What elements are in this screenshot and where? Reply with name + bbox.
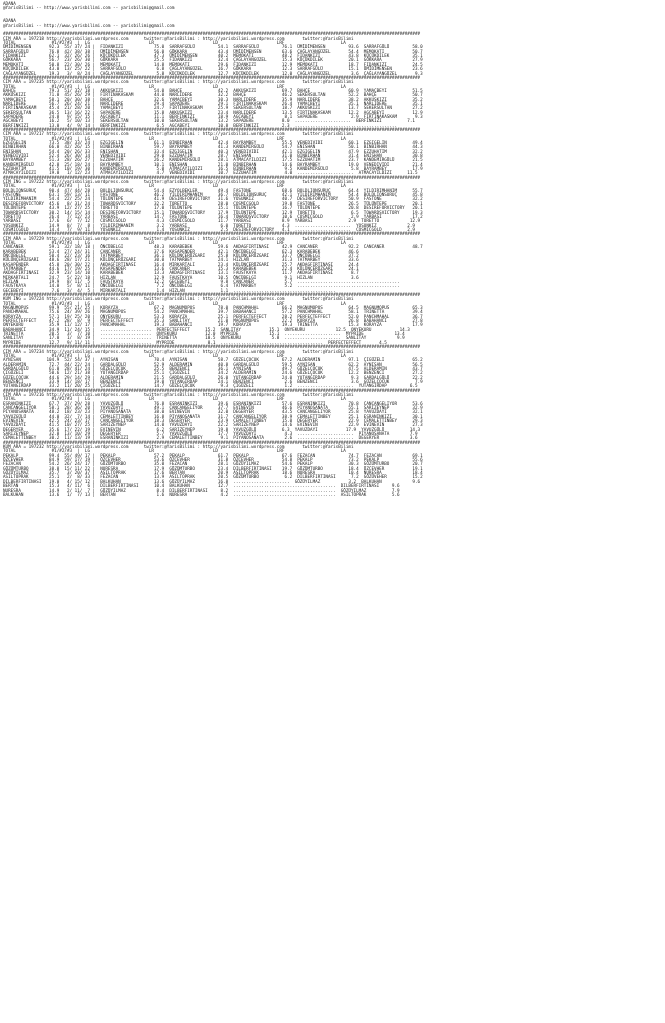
- document-body: [0, 0, 665, 498]
- text-line: CIM ARA = 197229 http://yarisbilimi.wordpress.com twitter:@YarisBilimi : http://yarisbilimi.wordpress.com twitter:@YarisBilimi: [3, 236, 354, 242]
- text-line: ÖNCÜBELGI 50.4 22/ 23/ 16 | TATMARBEY 36.1 KÜLÜNÇERÜZGARI 25.8 KÜLÜNÇERÜZGARI 33.7 ÖNCÜBELGI 37.2: [3, 253, 359, 259]
- text-line: YUTANGIRDAP 33.2 11/ 20/ 25 | ÇIGÜZELI 14.7 GÜZELÇOCUK 9.3 ÇIGÜZELI 1.2 ...................... YUTANGIRDAP 6.5: [3, 384, 418, 390]
- text-line: ###################################################################################################################################################################: [3, 440, 421, 446]
- text-line: NURESRA 14.9 2/ 11/ 7 | GÖZÜYILMAZ 8.4 DILBERFIRTINASI 8.2 ........................................ GÖZÜYILMAZ 7.9: [3, 488, 400, 494]
- text-line: BERFINKIZI 13.0 4/ 9/ 14 | BERFINKIZI 6.5 AGCABEYI 10.8 BERFINKIZI 2.3 ........................................: [3, 123, 398, 129]
- text-line: TOTAL #1/#2/#3 | LG LR LD LRF LA: [3, 397, 346, 403]
- text-line: MYPRIDE 12.7 9/ 11/ 11 | .................... MYPRIDE 8.1 ........................................ PERFECTEFFECT 4.5: [3, 340, 387, 346]
- text-line: VENEDIVIDI 52.4 26/ 30/ 14 | VENEDIVIDI 29.0 EZZUHATIM 28.7 ENISHAN 31.0 BINBIRHAN 31.4 ENISHAN 30.8: [3, 154, 423, 160]
- text-line: CIM ARA = 197216 http://yarisbilimi.wordpress.com twitter:@YarisBilimi : http://yarisbilimi.wordpress.com twitter:@YarisBilimi: [3, 392, 354, 398]
- text-line: ENISHAN 54.4 20/ 26/ 33 | ENISHAN 33.4 EZGIGELIN 40.3 VENEDIVIDI 42.1 EZGIGELIN 47.9 EZZUHATIM 32.2: [3, 149, 423, 155]
- text-line: PIYANOSANATA 48.2 18/ 23/ 23 | PIYANOSANATA 38.0 EVINEVIN 32.0 DEGERYER 43.5 CANCANGELIYOR 25.8 YAVUZDAYI 32.1: [3, 410, 423, 416]
- text-line: ONYEKURU 35.9 11/ 12/ 17 | PANCHMAHAL 19.3 BABAHANCI 19.7 KORAYZA 19.3 TRINETTA 15.3 KORAYZA 17.9: [3, 323, 423, 329]
- text-line: BAYRAMBEY 51.3 28/ 26/ 27 | EZZUHATIM 26.2 KANDEMIRGÜLÜ 28.1 ATMACAYILDIZI 17.5 EZZUHATIM 23.7 KANDEMIRGÜLÜ 21.5: [3, 158, 423, 164]
- text-line: DESIREFORVICTORY 45.6 8/ 31/ 24 | TOWARDSVICTORY 32.2 TORETTO 28.0 COSMICGOLD 19.8 FASTONE 26.5 TÜLÜNTEPE 20.1: [3, 201, 423, 207]
- text-line: TOTAL #1/#2/#3 | LG LR LD LRF LA: [3, 240, 346, 246]
- text-line: BINBIRHAN 66.0 42/ 26/ 15 | BINBIRHAN 59.7 BAYRAMBEY 41.3 KANDEMIRGÜLÜ 54.7 ENISHAN 50.1 BINBIRHAN 44.3: [3, 145, 423, 151]
- text-line: ###################################################################################################################################################################: [3, 32, 421, 38]
- text-line: KANDEMIRGÜLÜ 42.8 25/ 18/ 24 | BAYRAMBEY 10.1 ENISHAN 21.0 BINBIRHAN 14.6 BAYRAMBEY 19.0 VENEDIVIDI 21.4: [3, 162, 423, 168]
- text-line: CIM ARA = 197218 http://yarisbilimi.wordpress.com twitter:@YarisBilimi : http://yarisbilimi.wordpress.com twitter:@YarisBilimi: [3, 36, 354, 42]
- text-line: COSMICGOLD 14.4 7/ 9/ 11 | YOSUNKIZ 1.4 YOSUNKIZ 2.5 DESIREFORVICTORY 4.1 ...................... COSMICGOLD 2.9: [3, 227, 415, 233]
- text-line: GÖZÜMTURBO 38.8 15/ 11/ 22 | NURESRA 17.9 GÖZÜMTURBO 23.4 DILBERFIRTINASI 19.7 GÖZÜMTURBO 18.4 ÖZCEVHER 19.1: [3, 466, 423, 472]
- text-line: TOTAL #1/#2/#3 | LG LR LD LRF LA: [3, 184, 346, 190]
- text-line: MAGNUMOPUS 99.9 55/ 21/ 25 | KORAYZA 67.2 MAGNUMOPUS 78.0 PANCHMAHAL 66.2 MAGNUMOPUS 64.5 MAGNUMOPUS 65.3: [3, 306, 423, 312]
- text-line: CANCANER 59.1 32/ 18/ 18 | ÖNCÜBELGI 48.3 KARABEBEK 59.6 AKDAGFIRTINASI 42.9 CANCANER 92.2 CANCANER 48.7: [3, 245, 423, 251]
- text-line: ÖZCEVHER 84.9 59/ 17/ 19 | ÖZCEVHER 53.6 ÖZCEVHER 31.8 ÖZCEVHER 54.8 PEKALP 73.2 PEKALP 55.6: [3, 458, 423, 464]
- text-line: AGCABEYI 16.2 5/ 10/ 13 | SEKERSULTAN 10.0 SEKERSULTAN 13.2 SAPADERE 8.0 ...................... BERFINKIZI 7.1: [3, 119, 415, 125]
- text-line: ###################################################################################################################################################################: [3, 232, 421, 238]
- text-line: EVINEVIN 42.5 24/ 23/ 17 | CANCANGELIYOR 18.3 DEGERYER 23.9 CEMALETTINBEY 15.0 DEGERYER 22.9 CEMALETTINBEY 29.3: [3, 419, 423, 424]
- text-line: YAVUZGÜLÜ 44.0 32/ 7/ 14 | CEMALETTINBEY 16.8 PIYANOSANATA 31.7 CANCANGELIYOR 38.9 CEMALETTINBEY 25.1 ESRANINKIZI 30.1: [3, 414, 423, 420]
- text-line: KASAPENDER 45.8 20/ 30/ 22 | AKDAGFIRTINASI 16.4 MIRKARTALI 23.4 KÜLÜNÇERÜZGARI 25.7 AKDAGFIRTINASI 24.4: [3, 262, 359, 268]
- text-line: GECEBEYI 7.6 3/ 4/ 5 | MIRKARTALI 1.4 HIZLAN 1.1 ........................................: [3, 288, 336, 294]
- text-line: @YarisBilimi -- http://www.yarisbilimi.com -- yarisbilimi@gmail.com: [3, 6, 175, 12]
- text-line: CIM ARA = 197234 http://yarisbilimi.wordpress.com twitter:@YarisBilimi : http://yarisbilimi.wordpress.com twitter:@YarisBilimi: [3, 349, 354, 355]
- text-line: YILDIRIMHANIM 54.4 22/ 25/ 24 | TÜLÜNTEPE 41.9 DESIREFORVICTORY 31.6 YOSUNKIZ 40.7 DESIREFORVICTORY 50.9 FASTONE 32.2: [3, 197, 423, 203]
- text-line: NARLIDERE 56.7 26/ 24/ 21 | NARLIDERE 29.4 SAPADERE 29.1 FIRTINAKASKAM 26.4 YAMAÇBEYI 35.1 NARLIDERE 35.1: [3, 101, 423, 107]
- text-line: YOSUNKIZ 14.9 8/ 7/ 8 | YILDIRIMHANIM 3.2 YARBASI 6.0 TORETTO 4.3 ...................... YOSUNKIZ 2.9: [3, 223, 415, 229]
- text-line: ###################################################################################################################################################################: [3, 345, 421, 351]
- text-line: YAVUZDAYI 41.5 10/ 27/ 25 | SARIZEYNEP 14.0 YAVUZDAYI 22.2 SARIZEYNEP 14.6 EVINEVIN 22.9 EVINEVIN 27.3: [3, 423, 423, 429]
- text-line: ÇIGÜZELI 50.6 12/ 21/ 38 | YUTANGIRDAP 25.1 ÇIGÜZELI 34.2 ALDERAMIN 24.6 GÜZELÇOCUK 12.2 BENZENCI 27.2: [3, 371, 423, 377]
- text-line: @YarisBilimi -- http://www.yarisbilimi.com -- yarisbilimi@gmail.com: [3, 23, 175, 29]
- text-line: AKKUSKIZI 71.0 45/ 26/ 29 | FIRTINAKASKAM 44.0 NARLIDERE 32.2 BAHÇE 46.2 SEKERSULTAN 52.2 BAHÇE 50.7: [3, 93, 423, 99]
- text-line: FIDANKIZI 62.1 32/ 26/ 26 | KÜÇÜKDILEK 47.3 ÜMİDİMENSEN 40.2 MEMOKATI 48.2 FIDANKIZI 43.8 KÜÇÜKDILEK 35.1: [3, 54, 423, 60]
- text-line: KORAYZA 57.1 19/ 25/ 20 | ONYEKURU 53.3 KORAYZA 25.1 PERFECTEFFECT 28.2 PERFECTEFFECT 52.0 PANCHMAHAL 36.7: [3, 314, 423, 320]
- text-line: ###################################################################################################################################################################: [3, 293, 421, 299]
- text-line: GARDALGÜLÜ 61.0 28/ 41/ 24 | GÜZELÇOCUK 25.5 BENZENCI 36.1 AYNISAN 49.7 GÜZELÇOCUK 47.5 ALDERAMIN 43.7: [3, 366, 423, 372]
- text-line: ADANA: [3, 19, 16, 25]
- text-line: BOLDLIONSURUÇ 90.4 47/ 44/ 28 | BOLDLIONSURUÇ 54.4 EZYOLBEKLER 49.4 FASTONE 68.6 BOLDLIONSURUÇ 64.4 YILDIRIMHANIM 55.7: [3, 188, 423, 194]
- text-line: YARBASI 17.6 6/ 7/ 12 | COSMICGOLD 4.3 COSMICGOLD 11.7 YARBASI 8.9 YARBASI 2.9 TORETTO 12.9: [3, 219, 421, 225]
- text-line: BABAHANCI 34.9 11/ 24/ 15 | .................... PERFECTEFFECT 15.2 SANLITAY 15.1 ONYEKURU 12.5 ONYEKURU 14.3: [3, 327, 410, 333]
- text-line: ADANA: [3, 2, 16, 7]
- text-line: TORETTO 26.4 7/ 12/ 23 | YARBASI 14.7 FASTONE 16.4 TOWARDSVICTORY 10.6 COSMICGOLD 2.9 YARBASI 17.2: [3, 214, 423, 220]
- text-line: TOTAL #1/#2/#3 | LG LR LD LRF LA: [3, 84, 346, 90]
- text-line: TOTAL #1/#2/#3 | LG LR LD LRF LA: [3, 41, 346, 47]
- text-line: CIM ARA = 197217 http://yarisbilimi.wordpress.com twitter:@YarisBilimi : http://yarisbilimi.wordpress.com twitter:@YarisBilimi: [3, 132, 354, 138]
- text-line: ###################################################################################################################################################################: [3, 127, 421, 133]
- text-line: SARRAFGÜLÜ 76.8 42/ 38/ 38 | ÜMİDİMENSEN 56.0 GÖKKARA 43.4 ÜMİDİMENSEN 63.6 ÇAĞLAYANGÜZEL 54.4 MEMOKATI 50.7: [3, 49, 423, 55]
- text-line: MEMOKATI 50.8 22/ 30/ 26 | MEMOKATI 14.8 MEMOKATI 29.6 FIDANKIZI 12.9 MEMOKATI 18.7 FIDANKIZI 24.5: [3, 62, 423, 68]
- text-line: PEKALP 99.4 55/ 49/ 17 | PEKALP 57.2 PEKALP 61.7 PEKALP 67.6 FEZACAN 74.7 FEZACAN 69.1: [3, 453, 423, 459]
- text-line: FIRTINAKASKAM 45.4 21/ 28/ 20 | YAMAÇBEYI 24.7 FIRTINAKASKAM 25.9 SEKERSULTAN 18.7 AKKUSKIZI 13.7 SEKERSULTAN 27.2: [3, 106, 423, 112]
- text-line: FAUSTKAYA 14.0 5/ 8/ 11 | ÖNCÜBELGI 7.2 ÖNCÜBELGI 6.4 TATMARBEY 5.2 ........................................: [3, 284, 400, 290]
- text-line: PERFECTEFFECT 47.2 28/ 8/ 9 | PERFECTEFFECT 35.3 SANLITAY 21.0 MAGNUMOPUS 22.2 KORAYZA 26.8 BABAHANCI 27.8: [3, 319, 423, 325]
- text-line: ###################################################################################################################################################################: [3, 175, 421, 181]
- text-line: TOTAL #1/#2/#3 | LG LR LD LRF LA: [3, 353, 346, 359]
- text-line: ESRANINKIZI 67.7 37/ 29/ 28 | YAVUZGÜLÜ 76.8 ESRANINKIZI 39.6 ESRANINKIZI 57.6 ESRANINKIZI 70.8 CANCANGELIYOR 53.6: [3, 401, 423, 407]
- text-line: KÜLÜNÇERÜZGARI 48.6 28/ 17/ 21 | KÜLÜNÇERÜZGARI 30.0 TATMARBEY 24.1 HIZLAN 31.3 TATMARBEY 33.6: [3, 258, 359, 264]
- text-line: CIM ARA = 197235 http://yarisbilimi.wordpress.com twitter:@YarisBilimi : http://yarisbilimi.wordpress.com twitter:@YarisBilimi: [3, 80, 354, 86]
- text-line: BERTAN 15.3 4/ 11/ 6 | DILBERFIRTINASI 10.4 BALKUHAN 12.7 ........................................ DILBERFIRTINASI 9.6: [3, 484, 400, 490]
- text-line: TOTAL #1/#2/#3 | LG LR LD LRF LA: [3, 449, 346, 455]
- text-line: BAHÇE 79.3 51/ 32/ 18 | AKKUSKIZI 54.0 BAHÇE 42.2 AKKUSKIZI 69.7 BAHÇE 60.9 YAMAÇBEYI 51.5: [3, 88, 423, 94]
- text-line: HIZLAN 19.9 8/ 11/ 5 | FAUSTKAYA 12.2 GECEBEYI 9.8 CANCANER 5.7 ........................................: [3, 280, 400, 285]
- text-line: FASTONE 63.1 59/ 13/ 11 | FASTONE 46.2 YILDIRIMHANIM 36.7 BOLDLIONSURUÇ 42.1 YILDIRIMHANIM 54.4 BOLDLIONSURUÇ 45.8: [3, 193, 423, 199]
- text-line: KÜÇÜKDILEK 43.0 13/ 25/ 22 | SARRAFGÜLÜ 6.8 ÇAĞLAYANGÜZEL 16.7 GÖKKARA 12.3 SARRAFGÜLÜ 15.1 ÜMİDİMENSEN 23.6: [3, 67, 423, 73]
- text-line: ÇAĞLAYANGÜZEL 19.3 3/ 8/ 24 | ÇAĞLAYANGÜZEL 5.8 KÜÇÜKDILEK 12.7 KÜÇÜKDILEK 12.0 ÇAĞLAYANGÜZEL 3.6 ÇAĞLAYANGÜZEL 9.3: [3, 71, 423, 77]
- text-line: BALKUHAN 13.6 1/ 7/ 13 | BERTAN 1.6 NURESRA 4.2 ........................................ ASILTOPRAK 5.6: [3, 492, 400, 498]
- text-line: GÖZÜYILMAZ 35.7 3/ 20/ 37 | ASILTOPRAK 17.6 BERTAN 20.9 ASILTOPRAK 18.6 NURESRA 10.4 NURESRA 18.4: [3, 471, 423, 477]
- text-line: TRINETTA 20.5 3/ 7/ 10 | .................... ONYEKURU 12.0 MYPRIDE 15.1 ...................... MYPRIDE 13.4: [3, 332, 405, 338]
- text-line: TATMARBEY 44.6 17/ 19/ 25 | KASAPENDER 13.6 CANCANER 15.3 KARABEBEK 22.4 KÜLÜNÇERÜZGARI 24.1: [3, 266, 359, 272]
- text-line: DILBERFIRTINASI 19.0 4/ 15/ 12 | BALKUHAN 13.6 GÖZÜYILMAZ 16.8 ...................... GÖZÜYILMAZ 3.2 BALKUHAN 9.6: [3, 479, 421, 485]
- text-line: ###################################################################################################################################################################: [3, 75, 421, 81]
- text-line: SAPADERE 24.8 9/ 15/ 15 | AGCABEYI 11.1 BERFINKIZI 18.9 AGCABEYI 8.1 SAPADERE 2.9 FIRTINAKASKAM 9.3: [3, 114, 423, 120]
- text-line: KUM ING = 197224 http://yarisbilimi.wordpress.com twitter:@YarisBilimi : http://yarisbilimi.wordpress.com twitter:@YarisBilimi: [3, 297, 354, 303]
- text-line: MIRKARTALI 24.7 5/ 22/ 18 | HIZLAN 12.9 FAUSTKAYA 10.5 ÖNCÜBELGI 9.1 HIZLAN 3.6: [3, 275, 359, 281]
- text-line: KARABEBEK 53.4 27/ 24/ 31 | CANCANER 37.6 KASAPENDER 42.1 ÖNCÜBELGI 62.3 KARABEBEK 46.6: [3, 249, 359, 255]
- text-line: EZZUHATIM 41.5 10/ 19/ 30 | KANDEMIRGÜLÜ 5.0 ATMACAYILDIZI 16.5 BINBIRHAN 9.5 KANDEMIRGÜLÜ 5.8 BAYRAMBEY 17.9: [3, 167, 423, 173]
- text-line: DEGERYER 35.6 17/ 22/ 19 | EVINEVIN 6.2 SARIZEYNEP 19.8 YAVUZGÜLÜ 6.3 YAVUZDAYI 17.9 YAVUZGÜLÜ 14.3: [3, 427, 421, 433]
- text-line: SANLITAY 17.0 1/ 8/ 19 | .................... TRINETTA 10.5 ONYEKURU 5.8 ...................... SANLITAY 9.9: [3, 336, 405, 342]
- text-line: KUM ARA = 197232 http://yarisbilimi.wordpress.com twitter:@YarisBilimi : http://yarisbilimi.wordpress.com twitter:@YarisBilimi: [3, 445, 354, 451]
- text-line: ###################################################################################################################################################################: [3, 388, 421, 394]
- text-line: CIM ING = 197222 http://yarisbilimi.wordpress.com twitter:@YarisBilimi : http://yarisbilimi.wordpress.com twitter:@YarisBilimi: [3, 180, 354, 186]
- text-line: GÜZELÇOCUK 44.6 29/ 14/ 29 | ALDERAMIN 21.5 GARDALGÜLÜ 26.0 YUTANGIRDAP 24.0 YUTANGIRDAP 9.3 GARDALGÜLÜ 22.2: [3, 375, 423, 381]
- text-line: SEKERSULTAN 36.5 13/ 16/ 22 | SAPADERE 15.8 AKKUSKIZI 23.4 NARLIDERE 13.5 FIRTINAKASKAM 12.2 AGCABEYI 12.9: [3, 110, 423, 116]
- text-line: SARIZEYNEP 32.8 13/ 10/ 29 | DEGERYER 5.7 YAVUZGÜLÜ 17.7 YAVUZDAYI 4.3 ...................... PIYANOSANATA 7.9: [3, 432, 418, 438]
- text-line: ALDERAMIN 72.7 44/ 22/ 24 | GARDALGÜLÜ 52.9 ALDERAMIN 40.8 GARDALGÜLÜ 59.5 AYNISAN 62.2 AYNISAN 56.5: [3, 362, 423, 368]
- text-line: ATMACAYILDIZI 19.0 1/ 12/ 23 | ATMACAYILDIZI 4.7 VENEDIVIDI 10.7 EZZUHATIM 4.0 ...................... ATMACAYILDIZI 11.5: [3, 171, 418, 177]
- text-line: TÜLÜNTEPE 43.9 12/ 27/ 25 | TORETTO 17.0 TÜLÜNTEPE 15.1 TÜLÜNTEPE 16.7 TÜLÜNTEPE 20.8 DESIREFORVICTORY 20.1: [3, 206, 423, 212]
- text-line: CEMALETTINBEY 30.2 11/ 13/ 19 | ESRANINKIZI 2.9 CEMALETTINBEY 9.1 PIYANOSANATA 2.6 ...................... DEGERYER 3.6: [3, 436, 418, 442]
- text-line: TOTAL #1/#2/#3 | LG LR LD LRF LA: [3, 301, 346, 307]
- text-line: EZGIGELIN 73.5 38/ 33/ 24 | EZGIGELIN 61.1 BINBIRHAN 42.4 BAYRAMBEY 55.5 VENEDIVIDI 60.1 EZGIGELIN 49.4: [3, 141, 423, 146]
- text-line: FEZACAN 54.2 26/ 24/ 17 | GÖZÜMTURBO 35.0 FEZACAN 28.1 GÖZÜYILMAZ 54.6 PEKALP 30.3 GÖZÜMTURBO 20.7: [3, 462, 423, 468]
- text-line: TOTAL #1/#2/#3 | LG LR LD LRF LA: [3, 136, 346, 142]
- text-line: BENZENCI 33.9 14/ 18/ 17 | BENZENCI 19.0 YUTANGIRDAP 24.1 BENZENCI 2.6 BENZENCI 3.6 GÜZELÇOCUK 7.9: [3, 379, 423, 385]
- text-line: YAMAÇBEYI 58.1 20/ 30/ 38 | BAHÇE 32.6 YAMAÇBEYI 30.3 NARLIDERE 35.9 NARLIDERE 38.2 AKKUSKIZI 35.2: [3, 97, 423, 103]
- text-line: ÜMİDİMENSEN 92.3 55/ 37/ 24 | FIDANKIZI 75.0 SARRAFGÜLÜ 54.1 SARRAFGÜLÜ 76.1 ÜMİDİMENSEN 93.6 SARRAFGÜLÜ 58.0: [3, 45, 423, 51]
- text-line: GÖKKARA 56.7 23/ 26/ 30 | GÖKKARA 25.5 FIDANKIZI 32.4 ÇAĞLAYANGÜZEL 15.3 KÜÇÜKDILEK 20.1 GÖKKARA 27.9: [3, 58, 423, 64]
- text-line: PANCHMAHAL 75.6 24/ 39/ 26 | MAGNUMOPUS 54.2 PANCHMAHAL 39.7 BABAHANCI 57.2 PANCHMAHAL 58.1 TRINETTA 39.4: [3, 310, 423, 316]
- text-line: AKDAGFIRTINASI 32.9 23/ 14/ 10 | KARABEBEK 13.3 AKDAGFIRTINASI 13.1 FAUSTKAYA 11.7 AKDAGFIRTINASI 8.7: [3, 271, 359, 277]
- text-line: AYNISAN 104.9 52/ 54/ 37 | AYNISAN 70.4 AYNISAN 58.7 GÜZELÇOCUK 67.2 ALDERAMIN 97.1 ÇIGÜZELI 65.2: [3, 358, 423, 364]
- text-line: ASILTOPRAK 25.1 2/ 8/ 33 | FEZACAN 13.9 ASILTOPRAK 20.5 GÖZÜMTURBO 6.2 DILBERFIRTINASI 7.2 GÖZÜVEHER 15.2: [3, 475, 423, 481]
- text-line: CANCANGELIYOR 58.1 28/ 36/ 20 | YAVUZDAYI 49.1 CANCANGELIYOR 37.7 EVINEVIN 46.6 PIYANOSANATA 55.1 SARIZEYNEP 32.9: [3, 405, 423, 411]
- text-line: TOWARDSVICTORY 30.2 14/ 15/ 14 | DESIREFORVICTORY 15.1 TOWARDSVICTORY 17.9 TÜLÜNTEPE 12.9 TORETTO 6.5 TOWARDSVICTORY 19.3: [3, 210, 423, 216]
